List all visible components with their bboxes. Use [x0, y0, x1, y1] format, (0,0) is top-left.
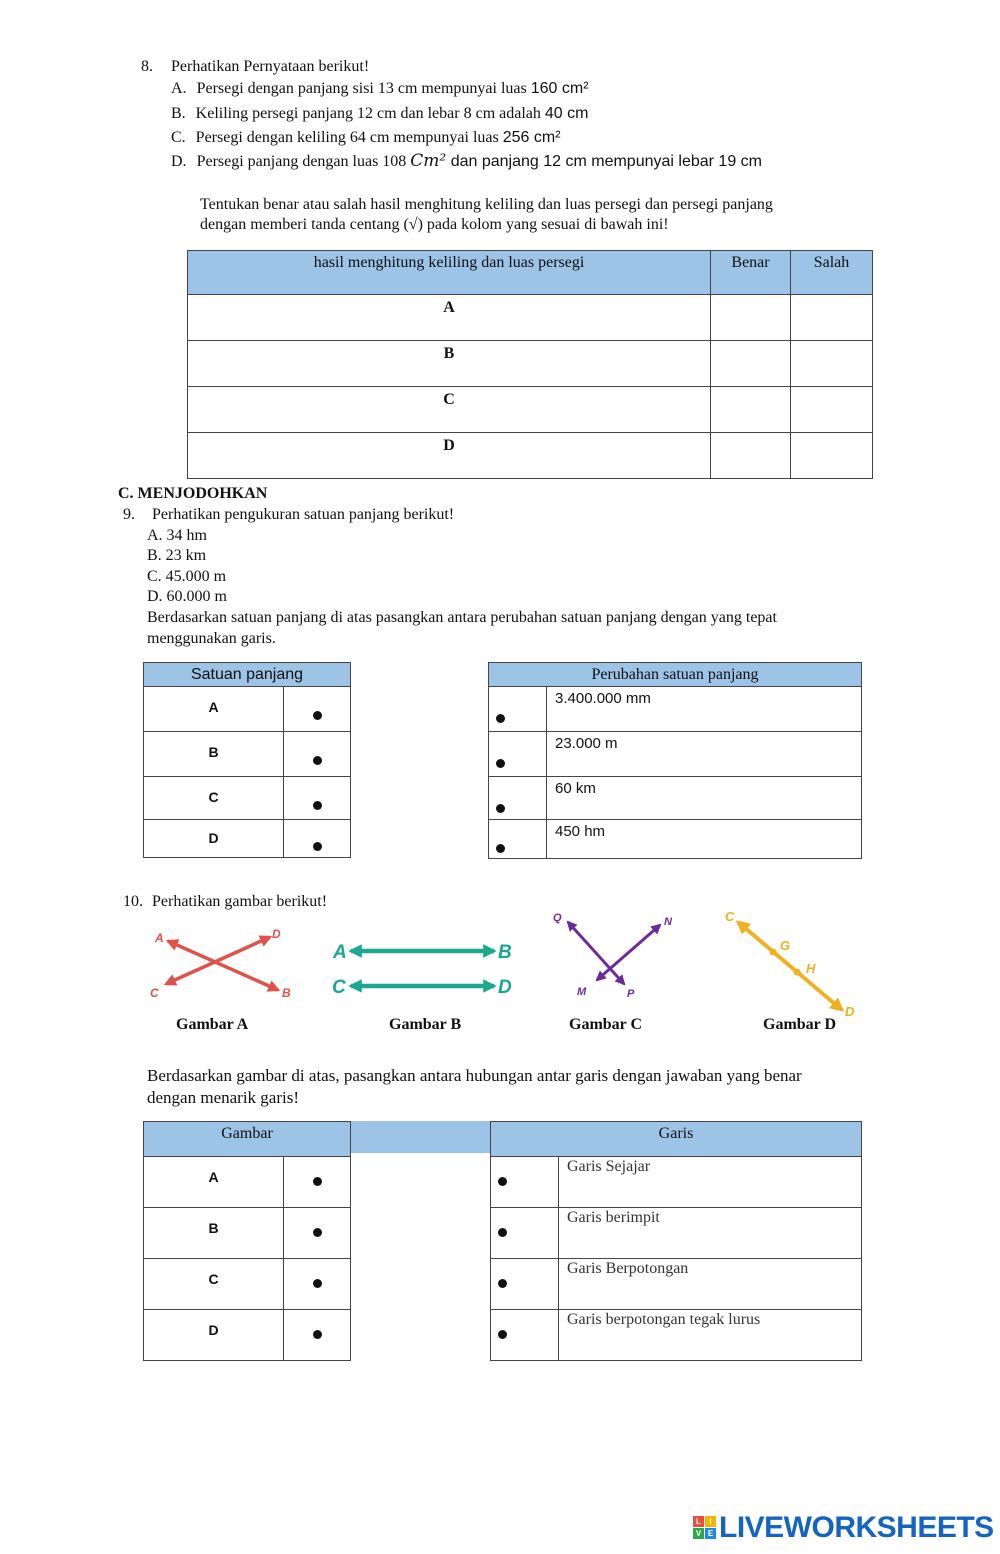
figure-d-label: C — [725, 909, 735, 924]
match-dot-2[interactable] — [498, 1228, 507, 1237]
item-text: Persegi dengan panjang sisi 13 cm mempunyai luas — [196, 80, 531, 97]
item-value: 256 cm² — [502, 129, 561, 146]
q8-number: 8. — [141, 58, 153, 75]
figure-a-caption: Gambar A — [176, 1016, 249, 1033]
q10-left-dot-cell — [284, 1157, 351, 1208]
q9-item-a: A. 34 hm — [147, 527, 207, 544]
figure-a — [150, 927, 291, 1000]
figure-b-label: C — [332, 977, 346, 998]
q10-left-label: C — [144, 1259, 284, 1310]
q9-right-option: 60 km — [547, 777, 862, 820]
figure-c-line-qp — [568, 922, 624, 984]
q9-right-option: 23.000 m — [547, 732, 862, 777]
q10-left-table — [143, 1121, 351, 1361]
q9-number: 9. — [123, 506, 135, 523]
item-math: Cm² — [410, 151, 447, 171]
q9-instruction-1: Berdasarkan satuan panjang di atas pasangkan antara perubahan satuan panjang dengan yang tepat — [147, 609, 777, 626]
figure-b-label: B — [498, 942, 512, 963]
q10-right-option: Garis berimpit — [559, 1208, 862, 1259]
liveworksheets-logo-icon — [693, 1516, 717, 1540]
match-dot-b[interactable] — [313, 1228, 322, 1237]
figure-c-label: N — [664, 916, 672, 928]
q8-row-label: A — [188, 295, 711, 341]
figure-d-point-g — [770, 949, 777, 956]
q10-number: 10. — [123, 893, 143, 910]
match-dot-d[interactable] — [313, 1330, 322, 1339]
q8-instruction-1: Tentukan benar atau salah hasil menghitung keliling dan luas persegi dan persegi panjang — [200, 196, 773, 213]
figure-c-caption: Gambar C — [569, 1016, 643, 1033]
q9-left-header: Satuan panjang — [144, 663, 351, 687]
q10-title: Perhatikan gambar berikut! — [152, 893, 328, 910]
q9-instruction-2: menggunakan garis. — [147, 630, 276, 647]
q9-left-label: B — [144, 732, 284, 777]
item-text: Persegi dengan keliling 64 cm mempunyai luas — [195, 129, 503, 146]
figure-b — [332, 942, 512, 998]
q10-right-dot-cell — [491, 1208, 559, 1259]
item-value: 40 cm — [544, 105, 589, 122]
match-dot-a[interactable] — [313, 1177, 322, 1186]
q8-header-salah: Salah — [791, 251, 873, 295]
figure-c-label: P — [627, 988, 635, 1000]
item-text: Persegi panjang dengan luas 108 — [196, 153, 411, 170]
figure-c-label: Q — [553, 912, 562, 924]
logo-tile: I — [705, 1516, 716, 1527]
figure-d-label: D — [845, 1004, 855, 1019]
q10-right-dot-cell — [491, 1259, 559, 1310]
q9-item-d: D. 60.000 m — [147, 588, 227, 605]
q10-instruction-2: dengan menarik garis! — [147, 1088, 299, 1107]
match-dot-1[interactable] — [498, 1177, 507, 1186]
q8-header-benar: Benar — [711, 251, 791, 295]
q10-left-label: B — [144, 1208, 284, 1259]
item-letter: A. — [171, 80, 187, 97]
item-value: dan panjang 12 cm mempunyai lebar 19 cm — [446, 153, 762, 170]
q10-left-header: Gambar — [144, 1122, 351, 1157]
figure-d-point-h — [794, 969, 801, 976]
q8-row-label: B — [188, 341, 711, 387]
q10-right-option: Garis Berpotongan — [559, 1259, 862, 1310]
figure-c-line-mn — [597, 925, 660, 980]
liveworksheets-brand[interactable]: LIVEWORKSHEETS — [719, 1511, 994, 1544]
q9-left-label: A — [144, 687, 284, 732]
q10-left-dot-cell — [284, 1208, 351, 1259]
q9-item-b: B. 23 km — [147, 547, 207, 564]
item-letter: C. — [171, 129, 186, 146]
q10-left-label: A — [144, 1157, 284, 1208]
logo-tile: E — [705, 1528, 716, 1539]
figure-c — [553, 912, 673, 1000]
q10-instruction-1: Berdasarkan gambar di atas, pasangkan antara hubungan antar garis dengan jawaban yang benar — [147, 1066, 802, 1085]
figure-b-label: D — [498, 977, 512, 998]
q8-instruction-2: dengan memberi tanda centang (√) pada kolom yang sesuai di bawah ini! — [200, 216, 669, 233]
figure-a-label: A — [155, 931, 164, 945]
q8-row-label: C — [188, 387, 711, 433]
q10-left-label: D — [144, 1310, 284, 1361]
match-dot-4[interactable] — [498, 1330, 507, 1339]
logo-tile: L — [693, 1516, 704, 1527]
q9-left-label: C — [144, 777, 284, 820]
item-value: 160 cm² — [530, 80, 589, 97]
q10-right-header: Garis — [491, 1122, 862, 1157]
q10-right-dot-cell — [491, 1157, 559, 1208]
q9-right-option: 450 hm — [547, 820, 862, 859]
q10-right-table — [490, 1121, 862, 1361]
logo-tile: V — [693, 1528, 704, 1539]
q9-title: Perhatikan pengukuran satuan panjang berikut! — [152, 506, 455, 523]
q9-left-label: D — [144, 820, 284, 858]
q9-item-c: C. 45.000 m — [147, 568, 227, 585]
figure-b-caption: Gambar B — [389, 1016, 462, 1033]
q10-right-option: Garis berpotongan tegak lurus — [559, 1310, 862, 1361]
figure-a-label: C — [150, 986, 159, 1000]
figure-d-label: H — [806, 961, 816, 976]
header-band — [349, 1121, 490, 1153]
match-dot-3[interactable] — [498, 1279, 507, 1288]
item-text: Keliling persegi panjang 12 cm dan lebar 8 cm adalah — [195, 105, 545, 122]
q8-row-label: D — [188, 433, 711, 479]
item-letter: B. — [171, 105, 186, 122]
figure-c-label: M — [577, 986, 587, 998]
figure-a-line-ab — [168, 941, 278, 990]
q10-right-option: Garis Sejajar — [559, 1157, 862, 1208]
q10-left-dot-cell — [284, 1259, 351, 1310]
figure-d-caption: Gambar D — [763, 1016, 837, 1033]
match-dot-c[interactable] — [313, 1279, 322, 1288]
figure-d — [725, 909, 855, 1019]
item-letter: D. — [171, 153, 187, 170]
q8-header-statement: hasil menghitung keliling dan luas persegi — [188, 251, 711, 295]
q10-left-dot-cell — [284, 1310, 351, 1361]
q10-right-dot-cell — [491, 1310, 559, 1361]
figure-b-label: A — [333, 942, 347, 963]
q9-right-header: Perubahan satuan panjang — [489, 663, 862, 687]
figure-a-label: B — [282, 986, 291, 1000]
figure-d-line-cd — [738, 922, 842, 1010]
q9-right-option: 3.400.000 mm — [547, 687, 862, 732]
q8-title: Perhatikan Pernyataan berikut! — [171, 58, 370, 75]
figure-d-label: G — [780, 938, 791, 953]
section-c-title: C. MENJODOHKAN — [118, 485, 268, 502]
figure-a-line-cd — [166, 937, 270, 984]
figure-a-label: D — [272, 927, 281, 941]
